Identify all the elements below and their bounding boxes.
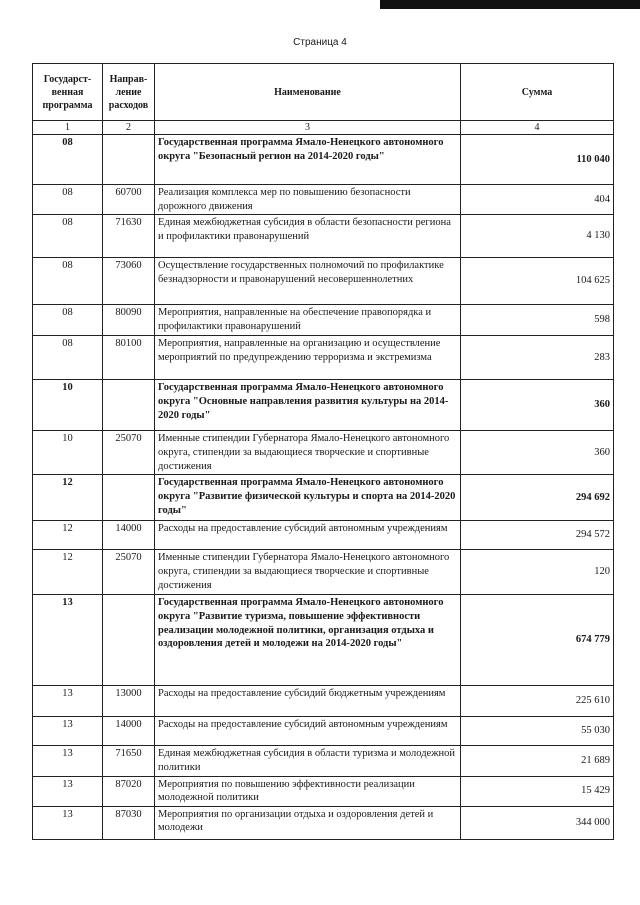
direction-code: 71650 (103, 746, 155, 776)
expense-name: Мероприятия, направленные на организацию и осуществление мероприятий по предупреждению терроризма и экстремизма (155, 336, 461, 380)
direction-code: 87030 (103, 806, 155, 839)
column-number: 1 (33, 121, 103, 135)
expense-name: Реализация комплекса мер по повышению безопасности дорожного движения (155, 185, 461, 215)
table-row (33, 595, 614, 686)
expense-name: Именные стипендии Губернатора Ямало-Ненецкого автономного округа, стипендии за выдающиеся творческие и спортивные достижения (155, 550, 461, 595)
direction-code: 25070 (103, 550, 155, 595)
expense-amount: 21 689 (461, 746, 614, 776)
direction-code: 60700 (103, 185, 155, 215)
table-row (33, 258, 614, 305)
table-row (33, 431, 614, 475)
table-row (33, 336, 614, 380)
program-code: 08 (33, 336, 103, 380)
program-code: 08 (33, 185, 103, 215)
header-program: Государст-венная программа (33, 64, 103, 121)
table-row (33, 185, 614, 215)
column-number: 3 (155, 121, 461, 135)
table-row (33, 686, 614, 717)
direction-code: 87020 (103, 776, 155, 806)
expense-name: Мероприятия по повышению эффективности реализации молодежной политики (155, 776, 461, 806)
direction-code: 73060 (103, 258, 155, 305)
expense-amount: 4 130 (461, 215, 614, 258)
direction-code (103, 380, 155, 431)
table-row (33, 475, 614, 521)
program-code: 08 (33, 135, 103, 185)
page-label: Страница 4 (293, 37, 347, 48)
column-number-row (33, 121, 614, 135)
program-code: 12 (33, 521, 103, 550)
expense-amount: 15 429 (461, 776, 614, 806)
expense-amount: 283 (461, 336, 614, 380)
program-code: 10 (33, 380, 103, 431)
direction-code (103, 135, 155, 185)
expense-name: Государственная программа Ямало-Ненецкого автономного округа "Основные направления развития культуры на 2014-2020 годы" (155, 380, 461, 431)
direction-code: 80090 (103, 305, 155, 336)
expense-amount: 294 692 (461, 475, 614, 521)
direction-code: 80100 (103, 336, 155, 380)
table-row (33, 746, 614, 776)
program-code: 13 (33, 806, 103, 839)
direction-code: 13000 (103, 686, 155, 717)
table-row (33, 806, 614, 839)
program-code: 13 (33, 717, 103, 746)
program-code: 13 (33, 776, 103, 806)
table-row (33, 550, 614, 595)
expense-amount: 674 779 (461, 595, 614, 686)
expense-amount: 344 000 (461, 806, 614, 839)
direction-code: 25070 (103, 431, 155, 475)
expense-amount: 360 (461, 380, 614, 431)
direction-code: 14000 (103, 717, 155, 746)
table-row (33, 521, 614, 550)
expense-amount: 360 (461, 431, 614, 475)
expense-name: Мероприятия, направленные на обеспечение правопорядка и профилактики правонарушений (155, 305, 461, 336)
expense-amount: 294 572 (461, 521, 614, 550)
program-code: 08 (33, 305, 103, 336)
scan-corner-bar (380, 0, 640, 9)
header-sum: Сумма (461, 64, 614, 121)
expense-name: Государственная программа Ямало-Ненецкого автономного округа "Безопасный регион на 2014-2020 годы" (155, 135, 461, 185)
expense-name: Осуществление государственных полномочий по профилактике безнадзорности и правонарушений несовершеннолетних (155, 258, 461, 305)
expense-name: Расходы на предоставление субсидий бюджетным учреждениям (155, 686, 461, 717)
program-code: 10 (33, 431, 103, 475)
program-code: 13 (33, 686, 103, 717)
direction-code (103, 595, 155, 686)
program-code: 08 (33, 258, 103, 305)
program-code: 13 (33, 746, 103, 776)
budget-table (32, 63, 614, 840)
table-row (33, 776, 614, 806)
expense-name: Единая межбюджетная субсидия в области туризма и молодежной политики (155, 746, 461, 776)
program-code: 13 (33, 595, 103, 686)
expense-name: Именные стипендии Губернатора Ямало-Ненецкого автономного округа, стипендии за выдающиеся творческие и спортивные достижения (155, 431, 461, 475)
table-row (33, 135, 614, 185)
expense-amount: 225 610 (461, 686, 614, 717)
program-code: 08 (33, 215, 103, 258)
expense-amount: 598 (461, 305, 614, 336)
program-code: 12 (33, 475, 103, 521)
expense-name: Расходы на предоставление субсидий автономным учреждениям (155, 717, 461, 746)
direction-code: 14000 (103, 521, 155, 550)
table-row (33, 717, 614, 746)
direction-code (103, 475, 155, 521)
direction-code: 71630 (103, 215, 155, 258)
table-row (33, 380, 614, 431)
expense-amount: 55 030 (461, 717, 614, 746)
expense-name: Государственная программа Ямало-Ненецкого автономного округа "Развитие туризма, повышение эффективности реализации молодежной политики, организация отдыха и оздоровления детей и молодежи на 2014-2020 годы" (155, 595, 461, 686)
expense-amount: 110 040 (461, 135, 614, 185)
expense-name: Расходы на предоставление субсидий автономным учреждениям (155, 521, 461, 550)
table-row (33, 215, 614, 258)
expense-amount: 120 (461, 550, 614, 595)
expense-amount: 104 625 (461, 258, 614, 305)
header-row (33, 64, 614, 121)
expense-name: Мероприятия по организации отдыха и оздоровления детей и молодежи (155, 806, 461, 839)
expense-name: Единая межбюджетная субсидия в области безопасности региона и профилактики правонарушений (155, 215, 461, 258)
expense-amount: 404 (461, 185, 614, 215)
header-name: Наименование (155, 64, 461, 121)
column-number: 4 (461, 121, 614, 135)
expense-name: Государственная программа Ямало-Ненецкого автономного округа "Развитие физической культуры и спорта на 2014-2020 годы" (155, 475, 461, 521)
table-row (33, 305, 614, 336)
header-direction: Направ-ление расходов (103, 64, 155, 121)
program-code: 12 (33, 550, 103, 595)
column-number: 2 (103, 121, 155, 135)
